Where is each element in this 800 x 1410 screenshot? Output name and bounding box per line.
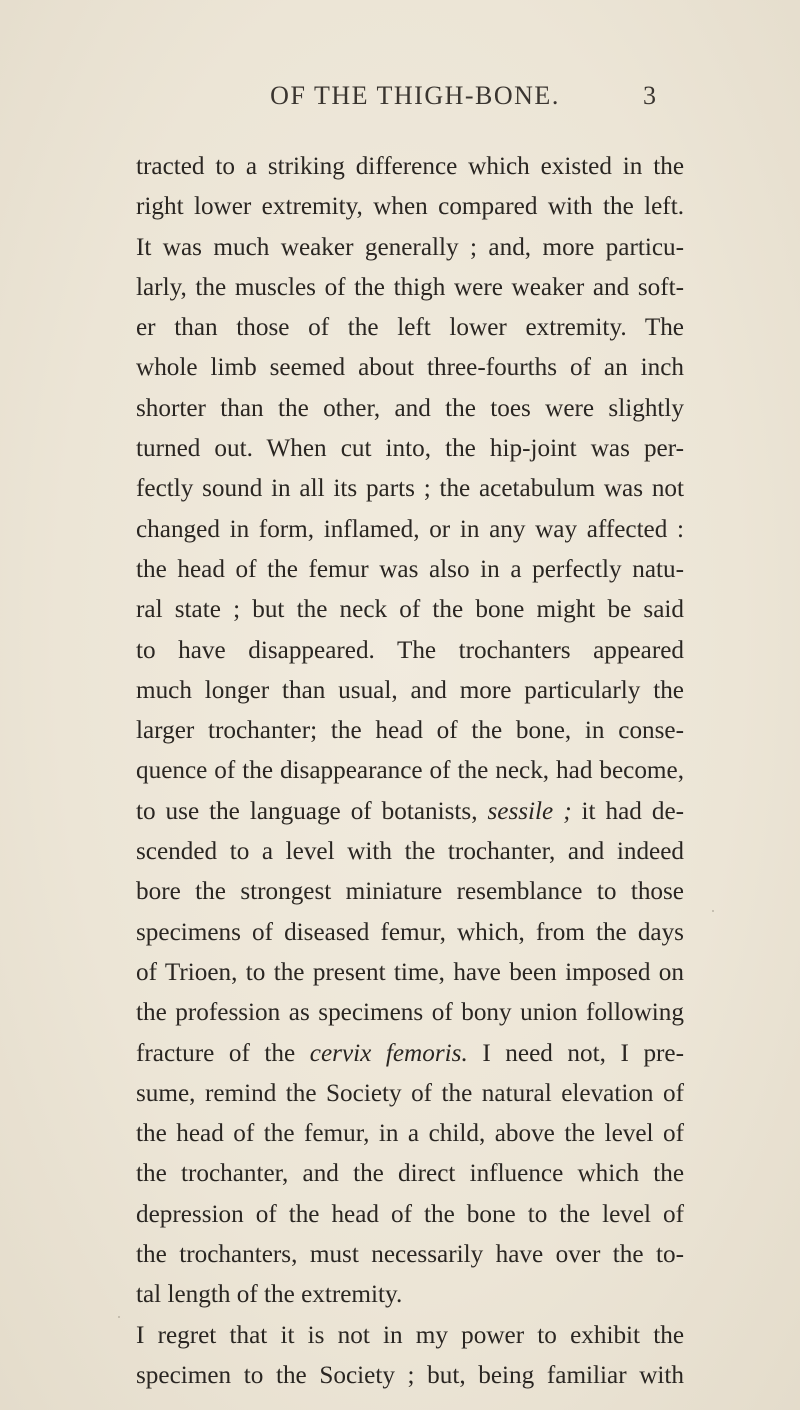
text-segment: to use the language of botanists, [136,797,488,825]
text-line: whole limb seemed about three-fourths of an inch [136,354,684,382]
text-line: the head of the femur was also in a perfectly natu- [136,555,684,583]
text-line: It was much weaker generally ; and, more particu- [136,233,684,261]
text-line: depression of the head of the bone to the level of [136,1200,684,1228]
text-segment: I need not, I pre- [467,1039,684,1067]
text-line: larger trochanter; the head of the bone, in conse- [136,717,684,745]
text-line-with-italic [136,1034,684,1074]
text-line: changed in form, inflamed, or in any way affected : [136,515,684,543]
text-line: right lower extremity, when compared with the left. [136,193,684,221]
paper-speck [118,1316,120,1318]
text-line: specimens of diseased femur, which, from the days [136,918,684,946]
text-line: the trochanter, and the direct influence which the [136,1160,684,1188]
text-line: sume, remind the Society of the natural elevation of [136,1079,684,1107]
italic-term: cervix femoris. [309,1039,468,1067]
text-line: quence of the disappearance of the neck, had become, [136,757,684,785]
paper-speck [712,910,714,912]
text-line: scended to a level with the trochanter, and indeed [136,838,684,866]
text-line: tracted to a striking difference which existed in the [136,153,684,180]
running-title: OF THE THIGH-BONE. [270,81,560,110]
text-line: the trochanters, must necessarily have over the to- [136,1241,684,1269]
text-line: much longer than usual, and more particularly the [136,676,684,704]
text-line: the profession as specimens of bony union following [136,999,684,1027]
text-line: specimen to the Society ; but, being familiar with [136,1361,684,1389]
page-number: 3 [643,81,656,110]
text-segment: fracture of the [136,1039,310,1067]
text-line: fectly sound in all its parts ; the acetabulum was not [136,475,684,503]
text-line: tal length of the extremity. [136,1281,403,1309]
text-line: ral state ; but the neck of the bone might be said [136,596,684,624]
text-line: er than those of the left lower extremity. The [136,314,684,342]
text-line: bore the strongest miniature resemblance to those [136,878,684,906]
text-line: I regret that it is not in my power to exhibit the [136,1321,684,1349]
italic-term: sessile ; [487,797,572,825]
running-head [0,76,800,116]
text-line: turned out. When cut into, the hip-joint was per- [136,435,684,463]
text-line: larly, the muscles of the thigh were weaker and soft- [136,273,684,301]
text-line: to have disappeared. The trochanters appeared [136,636,684,664]
text-segment: it had de- [571,797,685,825]
body-text [136,147,684,1396]
text-line-with-italic [136,792,684,832]
text-line: shorter than the other, and the toes were slightly [136,394,684,422]
text-line: the head of the femur, in a child, above the level of [136,1120,684,1148]
text-line: of Trioen, to the present time, have been imposed on [136,958,684,986]
